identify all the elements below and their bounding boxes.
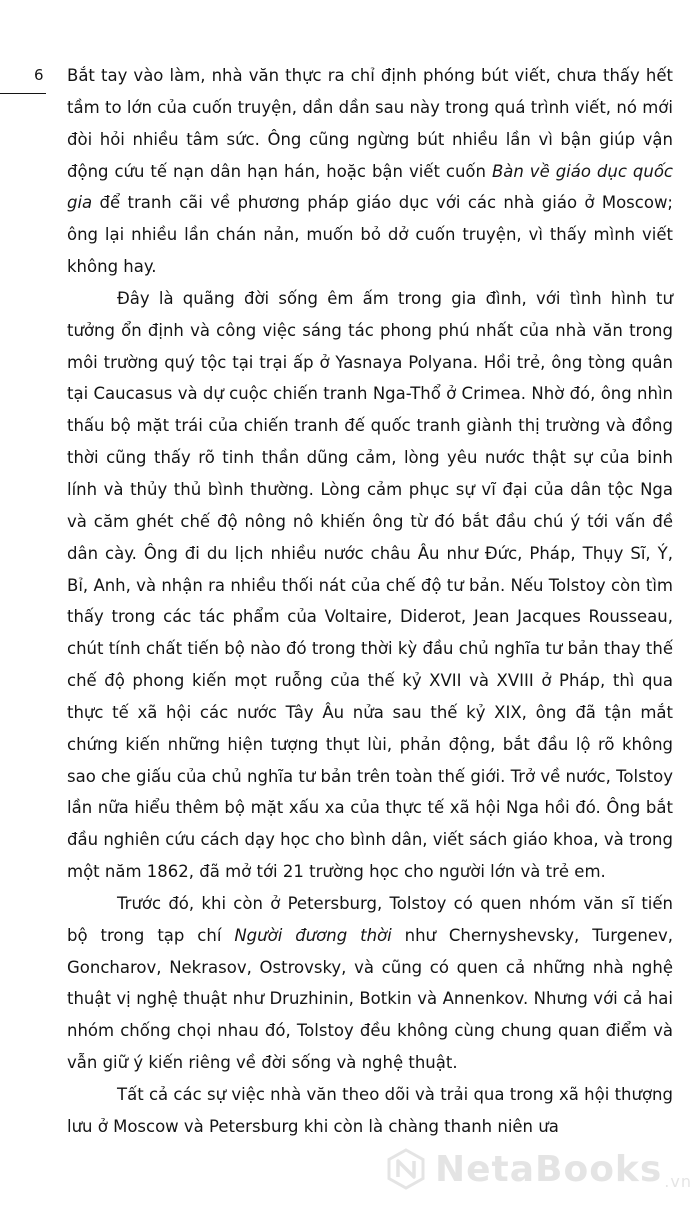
paragraph-3-text-a: Trước đó, khi còn ở Petersburg, Tolstoy có quen nhóm văn sĩ tiến bộ trong tạp chí — [67, 893, 673, 945]
watermark-brand: NetaBooks — [434, 1148, 663, 1190]
paragraph-3 — [67, 888, 673, 1079]
paragraph-1-text-a: Bắt tay vào làm, nhà văn thực ra chỉ định phóng bút viết, chưa thấy hết tầm to lớn của cuốn truyện, dần dần sau này trong quá trình viết, nó mới đòi hỏi nhiều tâm sức. Ông cũng ngừng bút nhiều lần vì bận giúp vận động cứu tế nạn dân hạn hán, hoặc bận viết cuốn — [67, 66, 673, 181]
watermark-domain-suffix: .vn — [664, 1171, 692, 1191]
page-number-rule — [0, 93, 46, 94]
paragraph-1 — [67, 60, 673, 283]
paragraph-3-text-b: như Chernyshevsky, Turgenev, Goncharov, Nekrasov, Ostrovsky, và cũng có quen cả những nhà nghệ thuật vị nghệ thuật như Druzhinin, Botkin và Annenkov. Nhưng với cả hai nhóm chống chọi nhau đó, Tolstoy đều không cùng chung quan điểm và vẫn giữ ý kiến riêng về đời sống và nghệ thuật. — [67, 925, 673, 1073]
netabooks-logo-icon — [385, 1148, 427, 1190]
paragraph-1-text-b: để tranh cãi về phương pháp giáo dục với các nhà giáo ở Moscow; ông lại nhiều lần chán nản, muốn bỏ dở cuốn truyện, vì thấy mình viết không hay. — [67, 193, 673, 277]
magazine-title-nguoi-duong-thoi: Người đương thời — [234, 925, 392, 945]
paragraph-4 — [67, 1079, 673, 1143]
paragraph-2 — [67, 283, 673, 888]
page-number: 6 — [34, 66, 44, 84]
book-title-ban-ve-giao-duc: Bàn về giáo dục quốc gia — [67, 161, 673, 213]
body-text — [67, 60, 673, 1143]
paragraph-4-text: Tất cả các sự việc nhà văn theo dõi và trải qua trong xã hội thượng lưu ở Moscow và Petersburg khi còn là chàng thanh niên ưa — [67, 1085, 673, 1136]
watermark — [385, 1148, 692, 1190]
paragraph-2-text: Đây là quãng đời sống êm ấm trong gia đình, với tình hình tư tưởng ổn định và công việc sáng tác phong phú nhất của nhà văn trong môi trường quý tộc tại trại ấp ở Yasnaya Polyana. Hồi trẻ, ông tòng quân tại Caucasus và dự cuộc chiến tranh Nga-Thổ ở Crimea. Nhờ đó, ông nhìn thấu bộ mặt trái của chiến tranh đế quốc tranh giành thị trường và đồng thời cũng thấy rõ tinh thần dũng cảm, lòng yêu nước thật sự của binh lính và thủy thủ bình thường. Lòng cảm phục sự vĩ đại của dân tộc Nga và căm ghét chế độ nông nô khiến ông từ đó bắt đầu chú ý tới vấn đề dân cày. Ông đi du lịch nhiều nước châu Âu như Đức, Pháp, Thụy Sĩ, Ý, Bỉ, Anh, và nhận ra nhiều thối nát của chế độ tư bản. Nếu Tolstoy còn tìm thấy trong các tác phẩm của Voltaire, Diderot, Jean Jacques Rousseau, chút tính chất tiến bộ nào đó trong thời kỳ đầu chủ nghĩa tư bản thay thế chế độ phong kiến mọt ruỗng của thế kỷ XVII và XVIII ở Pháp, thì qua thực tế xã hội các nước Tây Âu nửa sau thế kỷ XIX, ông đã tận mắt chứng kiến những hiện tượng thụt lùi, phản động, bắt đầu lộ rõ không sao che giấu của chủ nghĩa tư bản trên toàn thế giới. Trở về nước, Tolstoy lần nữa hiểu thêm bộ mặt xấu xa của thực tế xã hội Nga hồi đó. Ông bắt đầu nghiên cứu cách dạy học cho bình dân, viết sách giáo khoa, và trong một năm 1862, đã mở tới 21 trường học cho người lớn và trẻ em. — [67, 288, 673, 882]
watermark-text — [435, 1149, 692, 1190]
